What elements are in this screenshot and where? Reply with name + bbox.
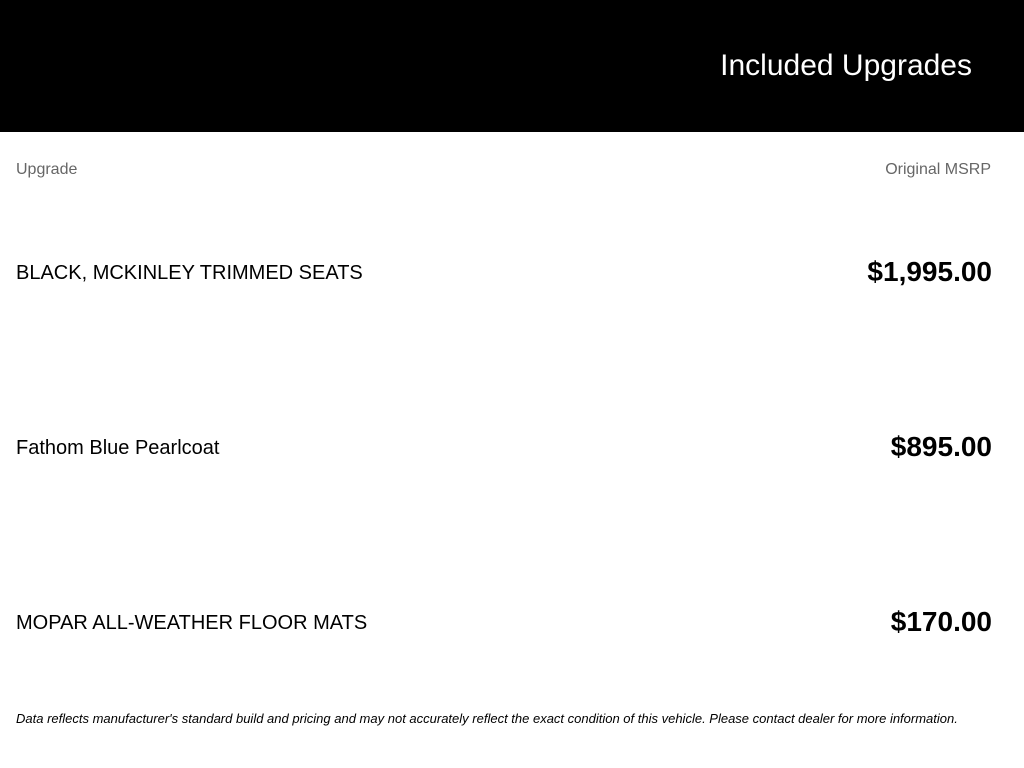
upgrade-row [0, 602, 1024, 642]
upgrade-price: $170.00 [890, 606, 992, 637]
upgrade-name: MOPAR ALL-WEATHER FLOOR MATS [16, 612, 368, 634]
upgrade-name: Fathom Blue Pearlcoat [16, 437, 220, 459]
column-header-msrp: Original MSRP [885, 161, 991, 178]
upgrade-name: BLACK, MCKINLEY TRIMMED SEATS [16, 262, 363, 284]
upgrade-price: $895.00 [890, 431, 992, 462]
header-bar [0, 0, 1024, 132]
upgrade-price: $1,995.00 [867, 256, 992, 287]
upgrade-row [0, 252, 1024, 292]
page-title: Included Upgrades [720, 49, 972, 82]
disclaimer-text: Data reflects manufacturer's standard build and pricing and may not accurately reflect the exact condition of this vehicle. Please contact dealer for more information. [16, 711, 958, 726]
upgrade-row [0, 427, 1024, 467]
column-header-upgrade: Upgrade [16, 161, 78, 178]
